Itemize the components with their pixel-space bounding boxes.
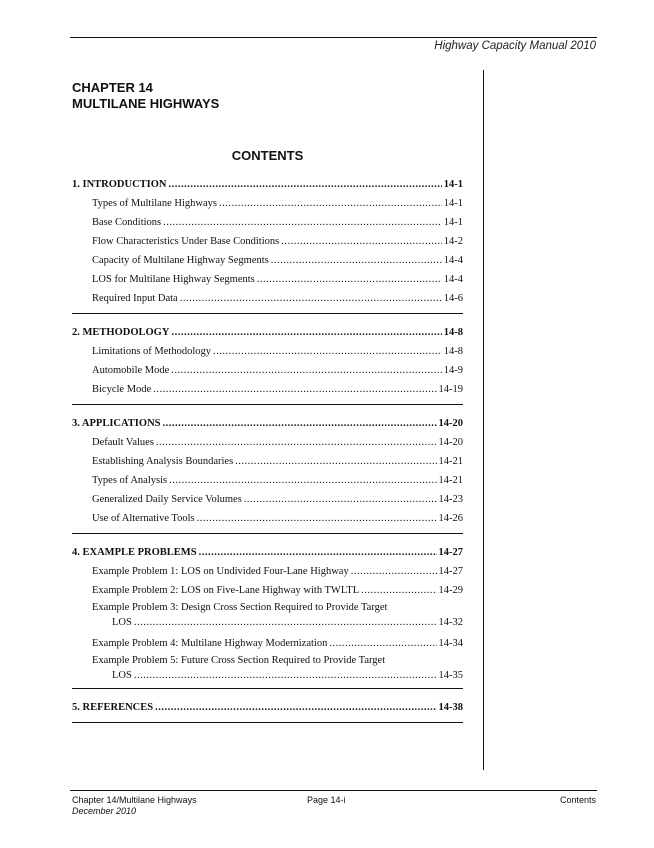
toc-entry-label: Generalized Daily Service Volumes <box>92 494 242 505</box>
contents-heading: CONTENTS <box>231 148 304 163</box>
toc-leader <box>134 615 437 630</box>
toc-entry-label: Default Values <box>92 437 154 448</box>
margin-rule <box>483 70 484 770</box>
toc-leader <box>171 323 441 342</box>
toc-entry-label: Establishing Analysis Boundaries <box>92 456 234 467</box>
toc-entry-label: Example Problem 1: LOS on Undivided Four-Lane Highway <box>92 566 349 577</box>
toc-entry-label: Limitations of Methodology <box>92 346 211 357</box>
toc-section-references[interactable] <box>72 698 463 717</box>
toc-entry-label-continued: LOS <box>112 617 132 628</box>
toc-entry[interactable] <box>72 232 463 251</box>
toc-page-number: 14-8 <box>443 346 463 357</box>
toc-entry[interactable] <box>72 213 463 232</box>
toc-page-number: 14-21 <box>438 475 463 486</box>
toc-entry[interactable] <box>72 289 463 308</box>
toc-leader <box>163 213 442 232</box>
toc-entry[interactable] <box>72 270 463 289</box>
toc-page-number: 14-1 <box>443 179 463 190</box>
toc-entry[interactable] <box>72 452 463 471</box>
toc-entry[interactable] <box>72 342 463 361</box>
toc-leader <box>235 452 436 471</box>
chapter-title: MULTILANE HIGHWAYS <box>72 96 220 111</box>
toc-entry-label: Use of Alternative Tools <box>92 513 195 524</box>
toc-leader <box>213 342 442 361</box>
section-divider <box>72 313 463 314</box>
toc-page-number: 14-4 <box>443 274 463 285</box>
toc-entry[interactable] <box>72 433 463 452</box>
toc-page-number: 14-34 <box>438 638 463 649</box>
toc-entry[interactable] <box>72 509 463 528</box>
toc-section-label: 5. REFERENCES <box>72 702 154 713</box>
footer-rule <box>70 790 597 791</box>
toc-section-methodology[interactable] <box>72 323 463 342</box>
toc-leader <box>171 361 441 380</box>
toc-leader <box>271 251 442 270</box>
toc-page-number: 14-20 <box>438 437 463 448</box>
toc-section-example-problems[interactable] <box>72 543 463 562</box>
toc-page-number: 14-4 <box>443 255 463 266</box>
toc-leader <box>153 380 436 399</box>
section-divider <box>72 533 463 534</box>
toc-page-number: 14-27 <box>438 566 463 577</box>
toc-entry-label: Example Problem 5: Future Cross Section Required to Provide Target <box>92 655 386 666</box>
chapter-heading <box>72 80 219 112</box>
toc-page-number: 14-19 <box>438 384 463 395</box>
toc-leader <box>351 562 437 581</box>
toc-page-number: 14-26 <box>438 513 463 524</box>
toc-page-number: 14-23 <box>438 494 463 505</box>
toc-page-number: 14-6 <box>443 293 463 304</box>
toc-leader <box>155 698 436 717</box>
manual-title: Highway Capacity Manual 2010 <box>434 40 596 52</box>
toc-leader <box>281 232 442 251</box>
toc-page-number: 14-8 <box>443 327 463 338</box>
footer-section-label: Contents <box>559 795 596 805</box>
toc-entry-label: Required Input Data <box>92 293 178 304</box>
toc-entry-label-continued: LOS <box>112 670 132 681</box>
table-of-contents <box>72 175 463 732</box>
toc-entry[interactable] <box>72 653 463 683</box>
toc-entry[interactable] <box>72 361 463 380</box>
toc-entry[interactable] <box>72 562 463 581</box>
toc-entry-label: Base Conditions <box>92 217 162 228</box>
toc-entry[interactable] <box>72 380 463 399</box>
toc-entry-label: Example Problem 3: Design Cross Section Required to Provide Target <box>92 602 388 613</box>
toc-page-number: 14-35 <box>438 670 463 681</box>
toc-section-label: 3. APPLICATIONS <box>72 418 161 429</box>
toc-leader <box>257 270 442 289</box>
toc-section-label: 1. INTRODUCTION <box>72 179 167 190</box>
toc-leader <box>163 414 437 433</box>
toc-entry-label: LOS for Multilane Highway Segments <box>92 274 255 285</box>
toc-leader <box>134 668 437 683</box>
section-divider <box>72 688 463 689</box>
toc-entry-label: Bicycle Mode <box>92 384 152 395</box>
footer-chapter-label: Chapter 14/Multilane Highways <box>72 795 197 805</box>
toc-leader <box>169 471 436 490</box>
toc-entry[interactable] <box>72 581 463 600</box>
toc-section-introduction[interactable] <box>72 175 463 194</box>
toc-entry[interactable] <box>72 251 463 270</box>
section-divider <box>72 404 463 405</box>
toc-page-number: 14-1 <box>443 198 463 209</box>
toc-page-number: 14-38 <box>438 702 463 713</box>
toc-page-number: 14-32 <box>438 617 463 628</box>
toc-page-number: 14-2 <box>443 236 463 247</box>
section-divider <box>72 722 463 723</box>
toc-page-number: 14-27 <box>438 547 463 558</box>
toc-section-label: 2. METHODOLOGY <box>72 327 170 338</box>
toc-leader <box>169 175 442 194</box>
toc-page-number: 14-1 <box>443 217 463 228</box>
header-rule <box>70 37 597 38</box>
toc-entry[interactable] <box>72 600 463 630</box>
chapter-number: CHAPTER 14 <box>72 80 153 95</box>
toc-entry[interactable] <box>72 490 463 509</box>
toc-entry-label: Types of Multilane Highways <box>92 198 217 209</box>
toc-leader <box>329 634 436 653</box>
footer-date: December 2010 <box>72 806 137 816</box>
toc-entry-label: Capacity of Multilane Highway Segments <box>92 255 269 266</box>
toc-entry-label: Automobile Mode <box>92 365 170 376</box>
toc-entry-label: Example Problem 2: LOS on Five-Lane Highway with TWLTL <box>92 585 360 596</box>
toc-page-number: 14-20 <box>438 418 463 429</box>
toc-entry-label: Types of Analysis <box>92 475 168 486</box>
toc-leader <box>219 194 442 213</box>
toc-page-number: 14-21 <box>438 456 463 467</box>
toc-entry-label: Example Problem 4: Multilane Highway Modernization <box>92 638 328 649</box>
toc-entry[interactable] <box>72 471 463 490</box>
toc-leader <box>361 581 436 600</box>
toc-leader <box>180 289 442 308</box>
footer-left <box>72 795 197 817</box>
toc-page-number: 14-29 <box>438 585 463 596</box>
toc-leader <box>156 433 437 452</box>
toc-section-applications[interactable] <box>72 414 463 433</box>
toc-entry-label: Flow Characteristics Under Base Conditions <box>92 236 280 247</box>
toc-leader <box>199 543 437 562</box>
toc-entry[interactable] <box>72 194 463 213</box>
toc-page-number: 14-9 <box>443 365 463 376</box>
toc-leader <box>244 490 437 509</box>
footer-page-number: Page 14-i <box>307 795 346 805</box>
toc-section-label: 4. EXAMPLE PROBLEMS <box>72 547 197 558</box>
toc-entry[interactable] <box>72 634 463 653</box>
toc-leader <box>197 509 437 528</box>
